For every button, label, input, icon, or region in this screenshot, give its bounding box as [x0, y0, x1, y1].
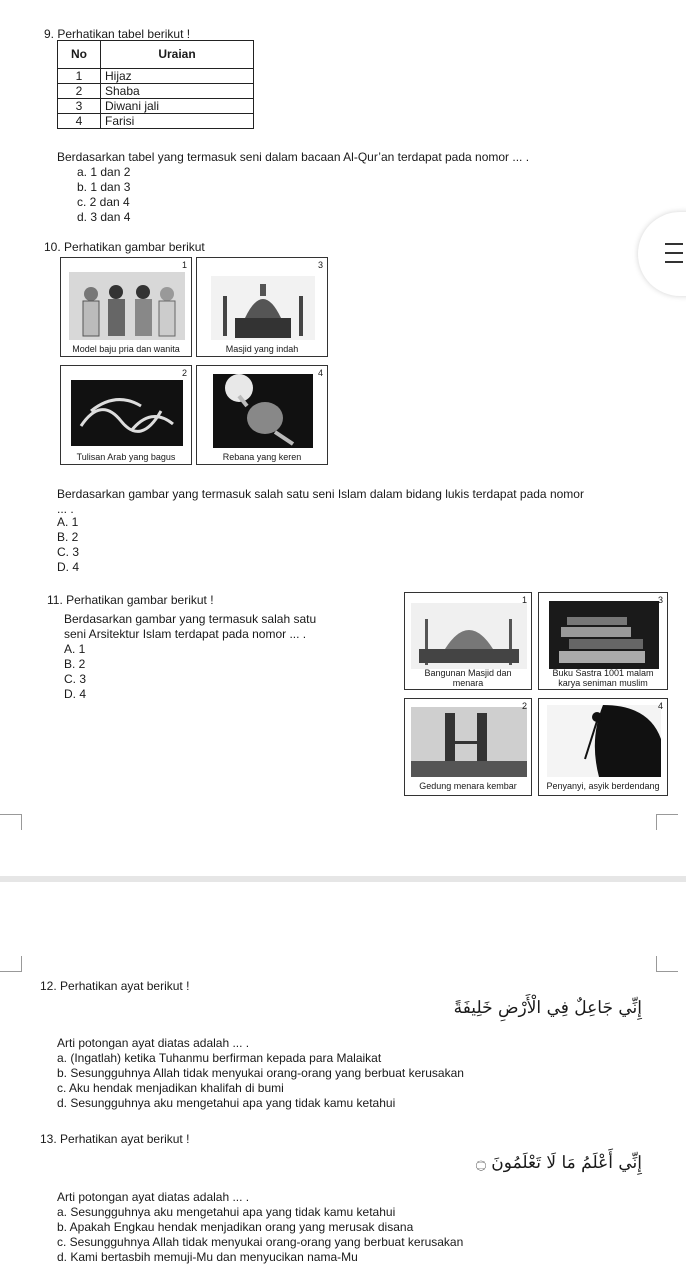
caption-line: menara — [452, 678, 484, 688]
q10-image-2-caption: Tulisan Arab yang bagus — [76, 452, 176, 462]
q10-image-3-number: 3 — [317, 260, 323, 270]
q11-image-3 — [538, 592, 668, 690]
table-row — [58, 114, 254, 129]
q11-image-4-caption — [539, 781, 667, 791]
q10-question-line1: Berdasarkan gambar yang termasuk salah satu seni Islam dalam bidang lukis terdapat pada nomor — [57, 487, 584, 501]
q13-option-d[interactable]: d. Kami bertasbih memuji-Mu dan menyucikan nama-Mu — [57, 1250, 358, 1264]
q10-image-4-caption: Rebana yang keren — [222, 452, 302, 462]
q12-option-b[interactable]: b. Sesungguhnya Allah tidak menyukai orang-orang yang berbuat kerusakan — [57, 1066, 464, 1080]
tambourine-player-illustration — [197, 366, 328, 465]
q13-option-a[interactable]: a. Sesungguhnya aku mengetahui apa yang tidak kamu ketahui — [57, 1205, 396, 1219]
q11-image-4-number: 4 — [657, 701, 663, 711]
q11-title: 11. Perhatikan gambar berikut ! — [47, 593, 214, 607]
q10-image-2-number: 2 — [181, 368, 187, 378]
q11-question-line1: Berdasarkan gambar yang termasuk salah satu — [64, 612, 317, 626]
q12-title: 12. Perhatikan ayat berikut ! — [40, 979, 190, 993]
q10-title: 10. Perhatikan gambar berikut — [44, 240, 205, 254]
caption-line: karya seniman muslim — [558, 678, 648, 688]
page-corner-mark — [656, 956, 678, 972]
q9-table — [57, 40, 254, 129]
page-corner-mark — [656, 814, 678, 830]
q13-title: 13. Perhatikan ayat berikut ! — [40, 1132, 190, 1146]
q13-arabic-verse: إِنِّي أَعْلَمُ مَا لَا تَعْلَمُونَ ۝ — [475, 1153, 642, 1173]
caption-line: Bangunan Masjid dan — [424, 668, 512, 678]
hamburger-menu-icon[interactable] — [665, 243, 683, 263]
q13-option-c[interactable]: c. Sesungguhnya Allah tidak menyukai orang-orang yang berbuat kerusakan — [57, 1235, 464, 1249]
q10-image-1 — [60, 257, 192, 357]
q13-question: Arti potongan ayat diatas adalah ... . — [57, 1190, 250, 1204]
caption-line: Penyanyi, asyik berdendang — [546, 781, 660, 791]
caption-line: Gedung menara kembar — [419, 781, 517, 791]
q9-option-d[interactable]: d. 3 dan 4 — [77, 210, 131, 224]
q12-question: Arti potongan ayat diatas adalah ... . — [57, 1036, 250, 1050]
q11-option-a[interactable]: A. 1 — [64, 642, 86, 656]
table-row — [58, 99, 254, 114]
q11-image-1-caption — [405, 668, 531, 688]
q11-option-b[interactable]: B. 2 — [64, 657, 86, 671]
table-row — [58, 69, 254, 84]
q9-title: 9. Perhatikan tabel berikut ! — [44, 27, 191, 41]
q12-arabic-verse: إِنِّي جَاعِلٌ فِي الْأَرْضِ خَلِيفَةً — [453, 998, 642, 1018]
q10-image-3-caption: Masjid yang indah — [225, 344, 299, 354]
q11-image-1 — [404, 592, 532, 690]
q12-option-d[interactable]: d. Sesungguhnya aku mengetahui apa yang tidak kamu ketahui — [57, 1096, 396, 1110]
mosque-illustration — [197, 258, 328, 357]
q11-question-line2: seni Arsitektur Islam terdapat pada nomor ... . — [64, 627, 307, 641]
q9-option-c[interactable]: c. 2 dan 4 — [77, 195, 130, 209]
table-cell: 1 — [58, 69, 101, 84]
q10-image-2 — [60, 365, 192, 465]
q10-option-b[interactable]: B. 2 — [57, 530, 79, 544]
table-cell: 3 — [58, 99, 101, 114]
q10-image-4-number: 4 — [317, 368, 323, 378]
page-corner-mark — [0, 956, 22, 972]
people-clothing-illustration — [61, 258, 192, 357]
q9-header-no: No — [58, 41, 101, 69]
table-row — [58, 84, 254, 99]
q10-image-3 — [196, 257, 328, 357]
q10-option-c[interactable]: C. 3 — [57, 545, 80, 559]
table-cell: 4 — [58, 114, 101, 129]
q10-image-4 — [196, 365, 328, 465]
q12-option-a[interactable]: a. (Ingatlah) ketika Tuhanmu berfirman kepada para Malaikat — [57, 1051, 382, 1065]
table-cell: 2 — [58, 84, 101, 99]
q9-question: Berdasarkan tabel yang termasuk seni dalam bacaan Al-Qur’an terdapat pada nomor ... . — [57, 150, 530, 164]
page-divider — [0, 876, 686, 882]
q13-option-b[interactable]: b. Apakah Engkau hendak menjadikan orang yang merusak disana — [57, 1220, 414, 1234]
table-cell: Farisi — [101, 114, 254, 129]
page-corner-mark — [0, 814, 22, 830]
q10-option-a[interactable]: A. 1 — [57, 515, 79, 529]
table-cell: Diwani jali — [101, 99, 254, 114]
q11-image-2-caption — [405, 781, 531, 791]
q9-header-uraian: Uraian — [101, 41, 254, 69]
q11-image-2 — [404, 698, 532, 796]
table-cell: Shaba — [101, 84, 254, 99]
q12-option-c[interactable]: c. Aku hendak menjadikan khalifah di bumi — [57, 1081, 284, 1095]
q11-image-3-caption — [539, 668, 667, 688]
q11-image-4 — [538, 698, 668, 796]
q9-option-b[interactable]: b. 1 dan 3 — [77, 180, 131, 194]
caption-line: Buku Sastra 1001 malam — [552, 668, 654, 678]
q10-image-1-number: 1 — [181, 260, 187, 270]
table-cell: Hijaz — [101, 69, 254, 84]
q11-image-2-number: 2 — [521, 701, 527, 711]
q10-question-line2: ... . — [57, 502, 74, 516]
q10-image-1-caption: Model baju pria dan wanita — [72, 344, 180, 354]
q11-option-d[interactable]: D. 4 — [64, 687, 87, 701]
arabic-calligraphy-illustration — [61, 366, 192, 465]
q10-option-d[interactable]: D. 4 — [57, 560, 80, 574]
q9-option-a[interactable]: a. 1 dan 2 — [77, 165, 131, 179]
q11-image-1-number: 1 — [521, 595, 527, 605]
q11-image-3-number: 3 — [657, 595, 663, 605]
q11-option-c[interactable]: C. 3 — [64, 672, 87, 686]
